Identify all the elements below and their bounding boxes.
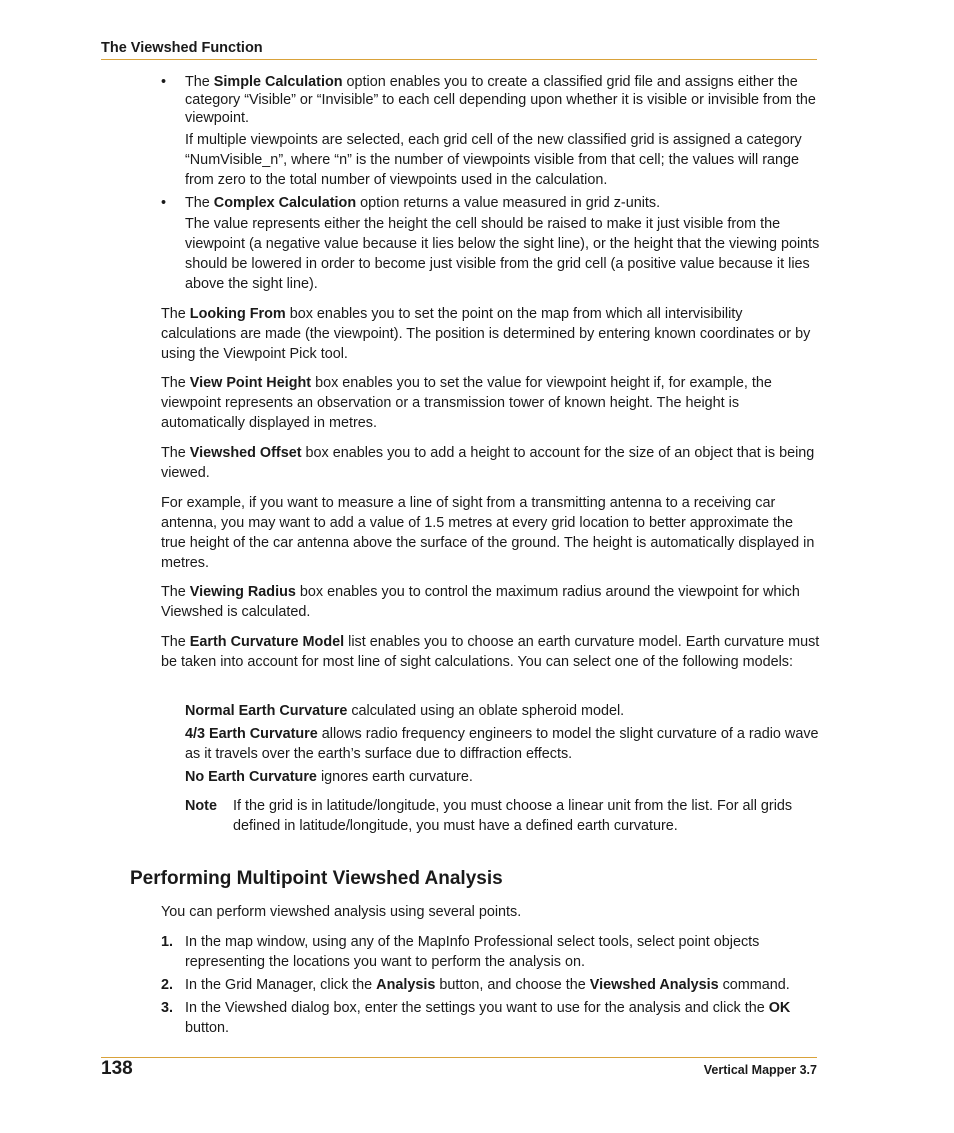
step-text	[185, 998, 820, 1038]
bullet-text: option returns a value measured in grid z-units.	[356, 195, 661, 211]
step-text-part: In the Viewshed dialog box, enter the settings you want to use for the analysis and click the	[185, 1000, 769, 1016]
model-no-earth-curvature	[185, 767, 820, 787]
bullet-symbol: •	[161, 74, 167, 90]
note-text: If the grid is in latitude/longitude, you must choose a linear unit from the list. For all grids defined in latitude/longitude, you must have a defined earth curvature.	[233, 798, 793, 834]
step-text: In the map window, using any of the MapInfo Professional select tools, select point objects representing the locations you want to perform the analysis on.	[185, 934, 760, 970]
bullet-term: Simple Calculation	[213, 74, 343, 90]
model-text: calculated using an oblate spheroid model.	[347, 703, 625, 719]
paragraph-text: box enables you to set the point on the map from which all intervisibility calculations are made (the viewpoint). The position is determined by entering known coordinates or by using the Viewpoint Pick tool.	[161, 306, 811, 362]
footer-product-title: Vertical Mapper 3.7	[703, 1063, 817, 1077]
step-number: 2.	[161, 977, 174, 993]
analysis-button-term: Analysis	[376, 977, 436, 993]
step-number: 1.	[161, 934, 174, 950]
note-label: Note	[185, 798, 217, 814]
model-term: 4/3 Earth Curvature	[185, 726, 318, 742]
page-number: 138	[101, 1058, 133, 1079]
paragraph-lead: The	[161, 375, 190, 391]
model-term: No Earth Curvature	[185, 769, 317, 785]
bullet-symbol: •	[161, 195, 167, 211]
paragraph-lead: The	[161, 634, 190, 650]
paragraph-term: View Point Height	[189, 375, 312, 391]
step-text	[185, 975, 820, 995]
paragraph-term: Earth Curvature Model	[189, 634, 345, 650]
paragraph-example: For example, if you want to measure a line of sight from a transmitting antenna to a receiving car antenna, you may want to add a value of 1.5 metres at every grid location to better approximate the true height of the car antenna above the surface of the ground. The height is automatically displayed in metres.	[161, 495, 815, 571]
running-header: The Viewshed Function	[101, 40, 263, 56]
bullet-extra-text: The value represents either the height the cell should be raised to make it just visible from the viewpoint (a negative value because it lies below the sight line), or the height that the viewing points should be lowered in order to become just visible from the grid cell (a positive value because it lies above the sight line).	[185, 216, 820, 292]
step-text-part: button.	[185, 1020, 230, 1036]
paragraph-lead: The	[161, 584, 190, 600]
paragraph-text: box enables you to add a height to account for the size of an object that is being viewed.	[161, 445, 815, 481]
paragraph-text: box enables you to set the value for viewpoint height if, for example, the viewpoint represents an observation or a transmission tower of known height. The height is automatically displayed in metres.	[161, 375, 772, 431]
bullet-text: option enables you to create a classified grid file and assigns either the category “Visible” or “Invisible” to each cell depending upon whether it is visible or invisible from the viewpoint.	[185, 74, 816, 126]
step-text-part: button, and choose the	[435, 977, 590, 993]
paragraph-text: box enables you to control the maximum radius around the viewpoint for which Viewshed is calculated.	[161, 584, 800, 620]
bullet-complex-calculation	[185, 193, 820, 213]
bullet-lead: The	[185, 195, 214, 211]
step-number: 3.	[161, 1000, 174, 1016]
model-normal-earth-curvature	[185, 701, 820, 721]
model-four-thirds-earth-curvature	[185, 724, 820, 764]
paragraph-viewshed-offset	[161, 443, 820, 483]
model-text: ignores earth curvature.	[316, 769, 473, 785]
step-text-part: In the Grid Manager, click the	[185, 977, 377, 993]
bullet-term: Complex Calculation	[213, 195, 357, 211]
step-text-part: command.	[718, 977, 790, 993]
bullet-extra-text: If multiple viewpoints are selected, each grid cell of the new classified grid is assigned a category “NumVisible_n”, where “n” is the number of viewpoints visible from that cell; the values will range from zero to the total number of viewpoints used in the calculation.	[185, 132, 802, 188]
paragraph-looking-from	[161, 304, 820, 364]
section-intro: You can perform viewshed analysis using several points.	[161, 904, 522, 920]
footer-rule	[101, 1057, 817, 1058]
paragraph-text: list enables you to choose an earth curvature model. Earth curvature must be taken into account for most line of sight calculations. You can select one of the following models:	[161, 634, 820, 670]
paragraph-term: Viewing Radius	[189, 584, 296, 600]
paragraph-term: Looking From	[189, 306, 286, 322]
paragraph-viewing-radius	[161, 582, 820, 622]
bullet-simple-calculation	[185, 73, 820, 127]
paragraph-view-point-height	[161, 373, 820, 433]
viewshed-analysis-command-term: Viewshed Analysis	[589, 977, 719, 993]
paragraph-lead: The	[161, 445, 190, 461]
model-text: allows radio frequency engineers to model the slight curvature of a radio wave as it travels over the earth’s surface due to diffraction effects.	[185, 726, 819, 762]
paragraph-term: Viewshed Offset	[189, 445, 302, 461]
bullet-lead: The	[185, 74, 214, 90]
header-rule	[101, 59, 817, 60]
paragraph-earth-curvature	[161, 632, 820, 672]
model-term: Normal Earth Curvature	[185, 703, 348, 719]
section-heading: Performing Multipoint Viewshed Analysis	[130, 868, 503, 889]
paragraph-lead: The	[161, 306, 190, 322]
ok-button-term: OK	[768, 1000, 791, 1016]
